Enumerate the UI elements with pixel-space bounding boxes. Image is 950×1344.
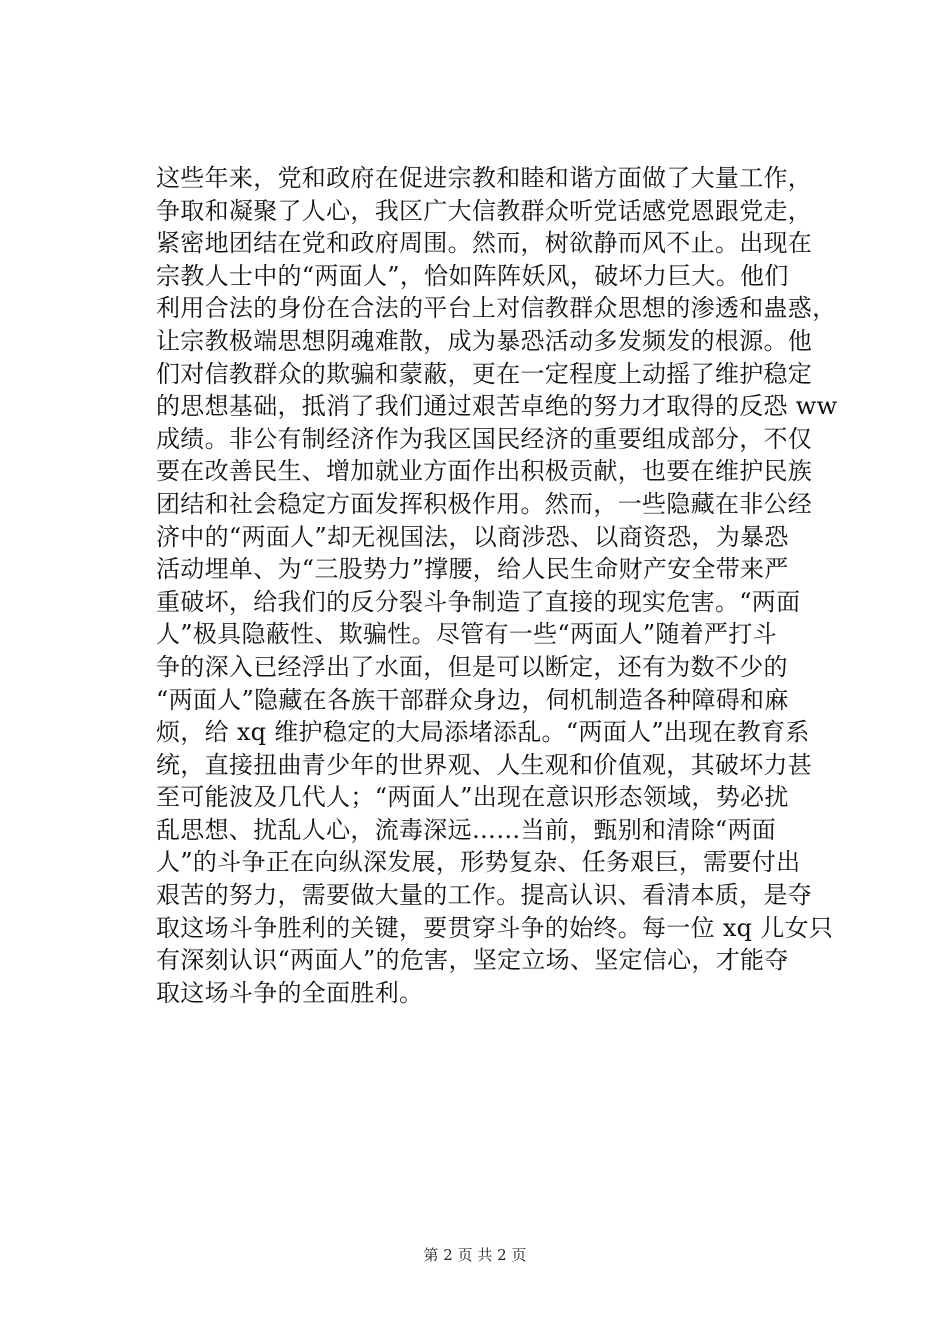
paragraph-line: 这些年来，党和政府在促进宗教和睦和谐方面做了大量工作， bbox=[156, 164, 813, 192]
paragraph-line: 让宗教极端思想阴魂难散，成为暴恐活动多发频发的根源。他 bbox=[156, 326, 813, 355]
paragraph-line: 争的深入已经浮出了水面，但是可以断定，还有为数不少的 bbox=[156, 652, 788, 681]
paragraph-line: 有深刻认识“两面人”的危害，坚定立场、坚定信心，才能夺 bbox=[156, 946, 789, 975]
paragraph-line: 利用合法的身份在合法的平台上对信教群众思想的渗透和蛊惑， bbox=[156, 294, 837, 323]
paragraph-line: 紧密地团结在党和政府周围。然而，树欲静而风不止。出现在 bbox=[156, 229, 813, 258]
paragraph-line: 团结和社会稳定方面发挥积极作用。然而，一些隐藏在非公经 bbox=[156, 489, 813, 518]
paragraph-line: 乱思想、扰乱人心，流毒深远……当前，甄别和清除“两面 bbox=[156, 815, 777, 844]
paragraph-line: 取这场斗争胜利的关键，要贯穿斗争的始终。每一位 xq 儿女只 bbox=[156, 913, 834, 942]
paragraph-line: 至可能波及几代人；“两面人”出现在意识形态领域，势必扰 bbox=[156, 783, 789, 812]
paragraph-line: 人”极具隐蔽性、欺骗性。尽管有一些“两面人”随着严打斗 bbox=[156, 620, 777, 649]
paragraph-line: 们对信教群众的欺骗和蒙蔽，更在一定程度上动摇了维护稳定 bbox=[156, 359, 813, 388]
page-number-footer: 第 2 页 共 2 页 bbox=[423, 1246, 527, 1264]
paragraph-line: 济中的“两面人”却无视国法，以商涉恐、以商资恐，为暴恐 bbox=[156, 522, 789, 551]
paragraph-line: 成绩。非公有制经济作为我区国民经济的重要组成部分，不仅 bbox=[156, 424, 813, 453]
paragraph-line: 宗教人士中的“两面人”，恰如阵阵妖风，破坏力巨大。他们 bbox=[156, 261, 789, 290]
paragraph-line: 统，直接扭曲青少年的世界观、人生观和价值观，其破坏力甚 bbox=[156, 750, 813, 779]
paragraph-line: 重破坏，给我们的反分裂斗争制造了直接的现实危害。“两面 bbox=[156, 587, 801, 616]
paragraph-line: “两面人”隐藏在各族干部群众身边，伺机制造各种障碍和麻 bbox=[156, 685, 789, 714]
paragraph-line: 争取和凝聚了人心，我区广大信教群众听党话感党恩跟党走， bbox=[156, 196, 813, 225]
paragraph-line: 的思想基础，抵消了我们通过艰苦卓绝的努力才取得的反恐 ww bbox=[156, 392, 838, 421]
body-paragraph bbox=[156, 162, 856, 1009]
paragraph-line: 艰苦的努力，需要做大量的工作。提高认识、看清本质，是夺 bbox=[156, 881, 813, 910]
paragraph-line: 人”的斗争正在向纵深发展，形势复杂、任务艰巨，需要付出 bbox=[156, 848, 801, 877]
paragraph-line: 烦，给 xq 维护稳定的大局添堵添乱。“两面人”出现在教育系 bbox=[156, 718, 810, 747]
paragraph-line: 取这场斗争的全面胜利。 bbox=[156, 978, 424, 1007]
paragraph-line: 要在改善民生、增加就业方面作出积极贡献，也要在维护民族 bbox=[156, 457, 813, 486]
paragraph-line: 活动埋单、为“三股势力”撑腰，给人民生命财产安全带来严 bbox=[156, 555, 789, 584]
